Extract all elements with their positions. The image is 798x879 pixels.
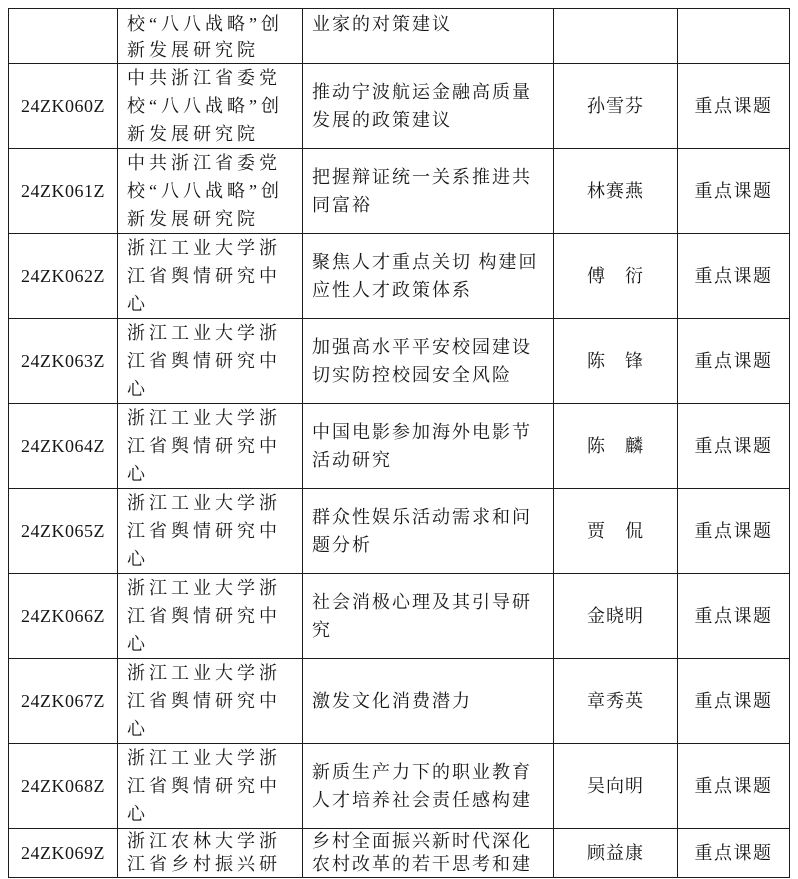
table-row: [9, 489, 790, 574]
project-title-cell: 中国电影参加海外电影节活动研究: [303, 404, 554, 489]
table-row: [9, 9, 790, 64]
category-cell: 重点课题: [678, 319, 790, 404]
project-title-cell: 新质生产力下的职业教育人才培养社会责任感构建: [303, 744, 554, 829]
project-title-cell: 把握辩证统一关系推进共同富裕: [303, 149, 554, 234]
table-row: [9, 659, 790, 744]
category-cell: 重点课题: [678, 234, 790, 319]
institution-cell: 浙江工业大学浙江省舆情研究中心: [118, 489, 303, 574]
leader-name-cell: 顾益康: [554, 829, 678, 878]
table-row: [9, 149, 790, 234]
institution-cell: 校“八八战略”创新发展研究院: [118, 9, 303, 64]
institution-cell: 浙江农林大学浙江省乡村振兴研: [118, 829, 303, 878]
category-cell: 重点课题: [678, 574, 790, 659]
institution-cell: 浙江工业大学浙江省舆情研究中心: [118, 659, 303, 744]
category-cell: 重点课题: [678, 659, 790, 744]
institution-cell: 浙江工业大学浙江省舆情研究中心: [118, 574, 303, 659]
leader-name-cell: 章秀英: [554, 659, 678, 744]
project-code-cell: 24ZK062Z: [9, 234, 118, 319]
project-code-cell: 24ZK069Z: [9, 829, 118, 878]
leader-name-cell: 陈 锋: [554, 319, 678, 404]
project-code-cell: 24ZK063Z: [9, 319, 118, 404]
project-title-cell: 社会消极心理及其引导研究: [303, 574, 554, 659]
project-code-cell: 24ZK060Z: [9, 64, 118, 149]
project-code-cell: [9, 9, 118, 64]
leader-name-cell: 金晓明: [554, 574, 678, 659]
table-row: [9, 404, 790, 489]
category-cell: 重点课题: [678, 829, 790, 878]
project-title-cell: 聚焦人才重点关切 构建回应性人才政策体系: [303, 234, 554, 319]
leader-name-cell: 陈 麟: [554, 404, 678, 489]
institution-cell: 浙江工业大学浙江省舆情研究中心: [118, 234, 303, 319]
table-row: [9, 319, 790, 404]
leader-name-cell: 贾 侃: [554, 489, 678, 574]
leader-name-cell: 傅 衍: [554, 234, 678, 319]
institution-cell: 浙江工业大学浙江省舆情研究中心: [118, 744, 303, 829]
project-code-cell: 24ZK067Z: [9, 659, 118, 744]
table-row: [9, 744, 790, 829]
project-code-cell: 24ZK068Z: [9, 744, 118, 829]
leader-name-cell: 吴向明: [554, 744, 678, 829]
project-title-cell: 群众性娱乐活动需求和问题分析: [303, 489, 554, 574]
category-cell: [678, 9, 790, 64]
project-code-cell: 24ZK064Z: [9, 404, 118, 489]
project-title-cell: 加强高水平平安校园建设切实防控校园安全风险: [303, 319, 554, 404]
table-row: [9, 574, 790, 659]
leader-name-cell: [554, 9, 678, 64]
category-cell: 重点课题: [678, 489, 790, 574]
project-code-cell: 24ZK065Z: [9, 489, 118, 574]
category-cell: 重点课题: [678, 404, 790, 489]
table-row: [9, 64, 790, 149]
table-row: [9, 829, 790, 878]
table-body: [9, 9, 790, 878]
category-cell: 重点课题: [678, 64, 790, 149]
project-title-cell: 激发文化消费潜力: [303, 659, 554, 744]
table-row: [9, 234, 790, 319]
projects-table: [8, 8, 790, 878]
project-title-cell: 推动宁波航运金融高质量发展的政策建议: [303, 64, 554, 149]
leader-name-cell: 孙雪芬: [554, 64, 678, 149]
leader-name-cell: 林赛燕: [554, 149, 678, 234]
project-title-cell: 乡村全面振兴新时代深化农村改革的若干思考和建: [303, 829, 554, 878]
projects-table-wrap: [8, 8, 790, 878]
project-code-cell: 24ZK061Z: [9, 149, 118, 234]
category-cell: 重点课题: [678, 149, 790, 234]
category-cell: 重点课题: [678, 744, 790, 829]
institution-cell: 中共浙江省委党校“八八战略”创新发展研究院: [118, 64, 303, 149]
institution-cell: 浙江工业大学浙江省舆情研究中心: [118, 319, 303, 404]
institution-cell: 浙江工业大学浙江省舆情研究中心: [118, 404, 303, 489]
project-title-cell: 业家的对策建议: [303, 9, 554, 64]
institution-cell: 中共浙江省委党校“八八战略”创新发展研究院: [118, 149, 303, 234]
project-code-cell: 24ZK066Z: [9, 574, 118, 659]
